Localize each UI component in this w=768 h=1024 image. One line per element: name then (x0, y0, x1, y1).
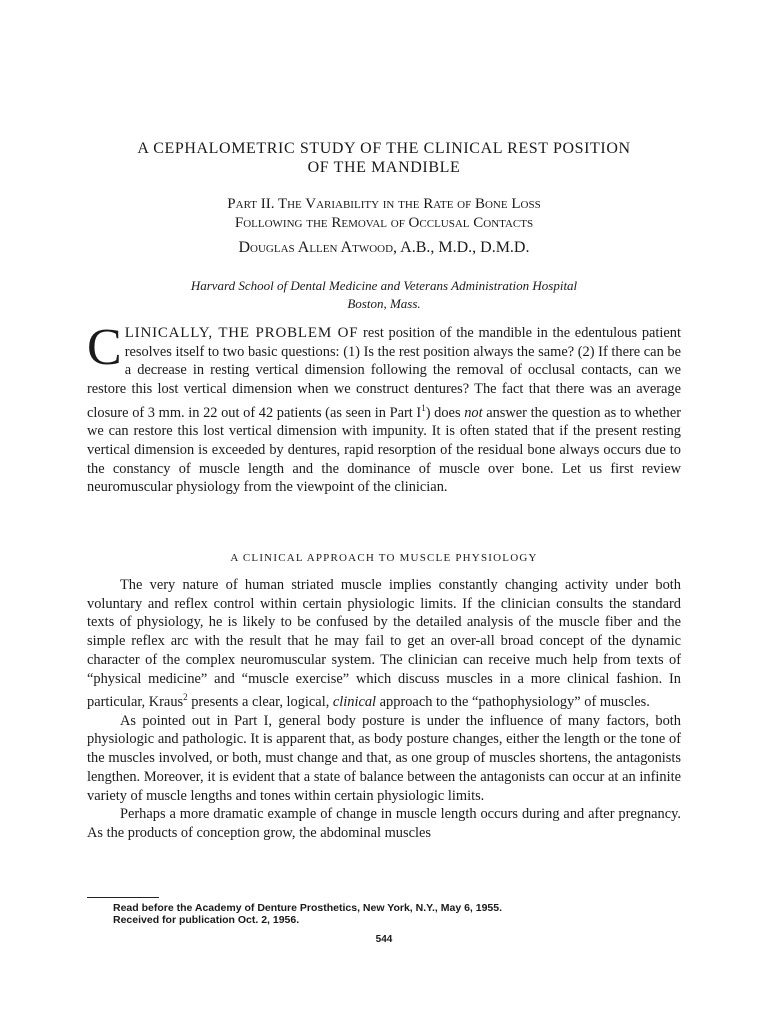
intro-paragraph: CLINICALLY, THE PROBLEM OF rest position of the mandible in the edentulous patient resolves itself to two basic questions: (1) Is the rest position always the same? (2) If there can be a decrease in resting vertical dimension following the removal of occlusal contacts, can we restore this lost vertical dimension when we construct dentures? The fact that there was an average closure of 3 mm. in 22 out of 42 patients (as seen in Part $I^1$) does not answer the question as to whether we can restore this lost vertical dimension with impunity. It is often stated that if the present resting vertical dimension is exceeded by dentures, rapid resorption of the residual bone always occurs due to the constancy of muscle length and the dominance of muscle over bone. Let us first review neuromuscular physiology from the viewpoint of the clinician. (87, 319, 682, 496)
body-paragraph: The very nature of human striated muscle implies constantly changing activity under both voluntary and reflex control within certain physiologic limits. If the clinician consults the standard texts of physiology, he is likely to be confused by the detailed analysis of the muscle fiber and the simple reflex arc with the result that he may fail to get an over-all broad concept of the dynamic character of the complex neuromuscular system. The clinician can receive much help from texts of “physical medicine” and “muscle exercise” which discuss muscles in a more clinical fashion. In particular, Kraus$^2$ presents a clear, logical, clinical approach to the “pathophysiology” of muscles. (87, 577, 681, 711)
author-byline: Douglas Allen Atwood, A.B., M.D., D.M.D. (238, 239, 530, 256)
reference-marker: 2 (183, 692, 188, 703)
body-paragraph: As pointed out in Part I, general body posture is under the influence of many factors, both physiologic and pathologic. It is apparent that, as body posture changes, either the length or the tone of the muscles involved, or both, must change and that, as one group of muscles shortens, the antagonists lengthen. Moreover, it is evident that a state of balance between the antagonists can occur at an infinite variety of muscle lengths and tones within certain physiologic limits. (87, 712, 681, 804)
subtitle-line-1: Part II. The Variability in the Rate of Bone Loss (227, 196, 541, 212)
affiliation (60, 277, 708, 313)
footnote-rule (87, 897, 159, 898)
subtitle-line-2: Following the Removal of Occlusal Contacts (234, 215, 534, 231)
emphasis: clinical (332, 694, 377, 711)
intro-lead: LINICALLY, THE PROBLEM OF (124, 325, 359, 341)
drop-cap: C (87, 319, 122, 376)
body-paragraph: Perhaps a more dramatic example of change in muscle length occurs during and after pregnancy. As the products of conception grow, the abdominal muscles (87, 806, 681, 841)
footnote-line: Read before the Academy of Denture Prosthetics, New York, N.Y., May 6, 1955. (113, 902, 503, 914)
article-title (60, 139, 708, 177)
article-subtitle (60, 195, 708, 233)
affiliation-location: Boston, Mass. (347, 296, 421, 311)
intro-section (87, 319, 682, 497)
footnotes (113, 902, 673, 926)
affiliation-institution: Harvard School of Dental Medicine and Veterans Administration Hospital (190, 278, 578, 293)
footnote-line: Received for publication Oct. 2, 1956. (113, 914, 300, 926)
title-line-2: OF THE MANDIBLE (307, 159, 461, 176)
reference-marker: 1 (421, 402, 426, 413)
section-body (87, 576, 681, 843)
page-number: 544 (375, 934, 393, 945)
emphasis: not (464, 404, 483, 421)
title-line-1: A CEPHALOMETRIC STUDY OF THE CLINICAL REST POSITION (137, 140, 631, 157)
section-heading: A CLINICAL APPROACH TO MUSCLE PHYSIOLOGY (230, 552, 538, 564)
